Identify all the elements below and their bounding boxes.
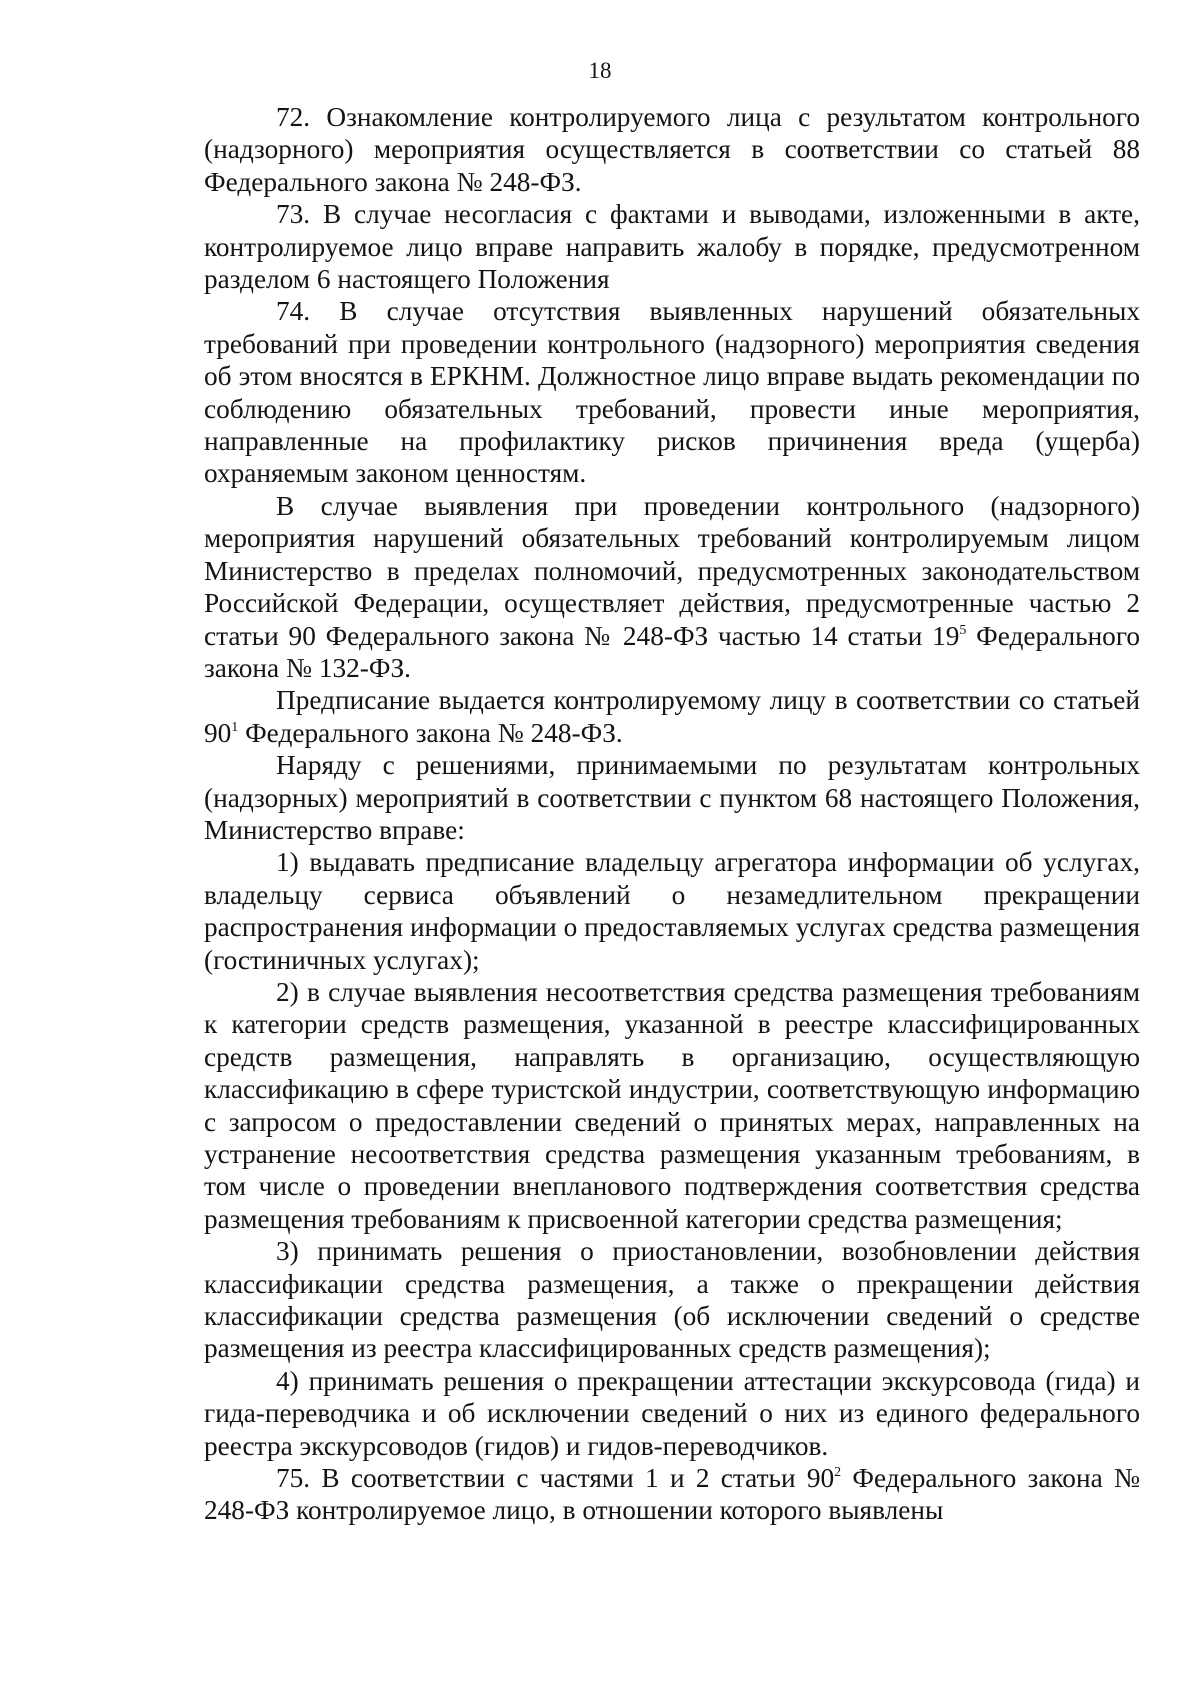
- paragraph-73: 73. В случае несогласия с фактами и выводами, изложенными в акте, контролируемое лицо вправе направить жалобу в порядке, предусмотренном разделом 6 настоящего Положения: [204, 199, 1140, 295]
- paragraph-prescription-text: Предписание выдается контролируемому лицу в соответствии со статьей 90: [204, 685, 1140, 748]
- paragraph-prescription: [204, 684, 1140, 749]
- paragraph-violations-text-end: Федерального закона № 132-ФЗ.: [204, 620, 1140, 683]
- paragraph-violations: [204, 490, 1140, 684]
- list-item-2: 2) в случае выявления несоответствия средства размещения требованиям к категории средств размещения, указанной в реестре классифицированных средств размещения, направлять в организацию, осуществляющую классификацию в сфере туристской индустрии, соответствующую информацию с запросом о предоставлении сведений о принятых мерах, направленных на устранение несоответствия средства размещения указанным требованиям, в том числе о проведении внепланового подтверждения соответствия средства размещения требованиям к присвоенной категории средства размещения;: [204, 976, 1140, 1234]
- paragraph-75-text-end: Федерального закона № 248-ФЗ контролируемое лицо, в отношении которого выявлены: [204, 1463, 1141, 1526]
- superscript-1: 1: [231, 719, 239, 735]
- page-number: 18: [588, 58, 612, 83]
- paragraph-72: 72. Ознакомление контролируемого лица с результатом контрольного (надзорного) мероприятия осуществляется в соответствии со статьей 88 Федерального закона № 248-ФЗ.: [204, 102, 1140, 197]
- paragraph-75: [204, 1462, 1140, 1527]
- list-item-3: 3) принимать решения о приостановлении, возобновлении действия классификации средства размещения, а также о прекращении действия классификации средства размещения (об исключении сведений о средстве размещения из реестра классифицированных средств размещения);: [204, 1236, 1140, 1364]
- paragraph-violations-text: В случае выявления при проведении контрольного (надзорного) мероприятия нарушений обязательных требований контролируемым лицом Министерство в пределах полномочий, предусмотренных законодательством Российской Федерации, осуществляет действия, предусмотренные частью 2 статьи 90 Федерального закона № 248-ФЗ частью 14 статьи 19: [204, 490, 1140, 651]
- list-item-1: 1) выдавать предписание владельцу агрегатора информации об услугах, владельцу сервиса объявлений о незамедлительном прекращении распространения информации о предоставляемых услугах средства размещения (гостиничных услугах);: [204, 847, 1140, 975]
- superscript-2: 2: [834, 1465, 842, 1481]
- superscript-5: 5: [959, 622, 967, 638]
- document-body: [204, 101, 1140, 1527]
- paragraph-75-text: 75. В соответствии с частями 1 и 2 статьи 90: [276, 1463, 835, 1494]
- paragraph-prescription-text-end: Федерального закона № 248-ФЗ.: [238, 717, 623, 748]
- paragraph-along-with: Наряду с решениями, принимаемыми по результатам контрольных (надзорных) мероприятий в соответствии с пунктом 68 настоящего Положения, Министерство вправе:: [204, 750, 1140, 845]
- list-item-4: 4) принимать решения о прекращении аттестации экскурсовода (гида) и гида-переводчика и об исключении сведений о них из единого федерального реестра экскурсоводов (гидов) и гидов-переводчиков.: [204, 1365, 1140, 1461]
- paragraph-74: 74. В случае отсутствия выявленных нарушений обязательных требований при проведении контрольного (надзорного) мероприятия сведения об этом вносятся в ЕРКНМ. Должностное лицо вправе выдать рекомендации по соблюдению обязательных требований, провести иные мероприятия, направленные на профилактику рисков причинения вреда (ущерба) охраняемым законом ценностям.: [204, 296, 1140, 489]
